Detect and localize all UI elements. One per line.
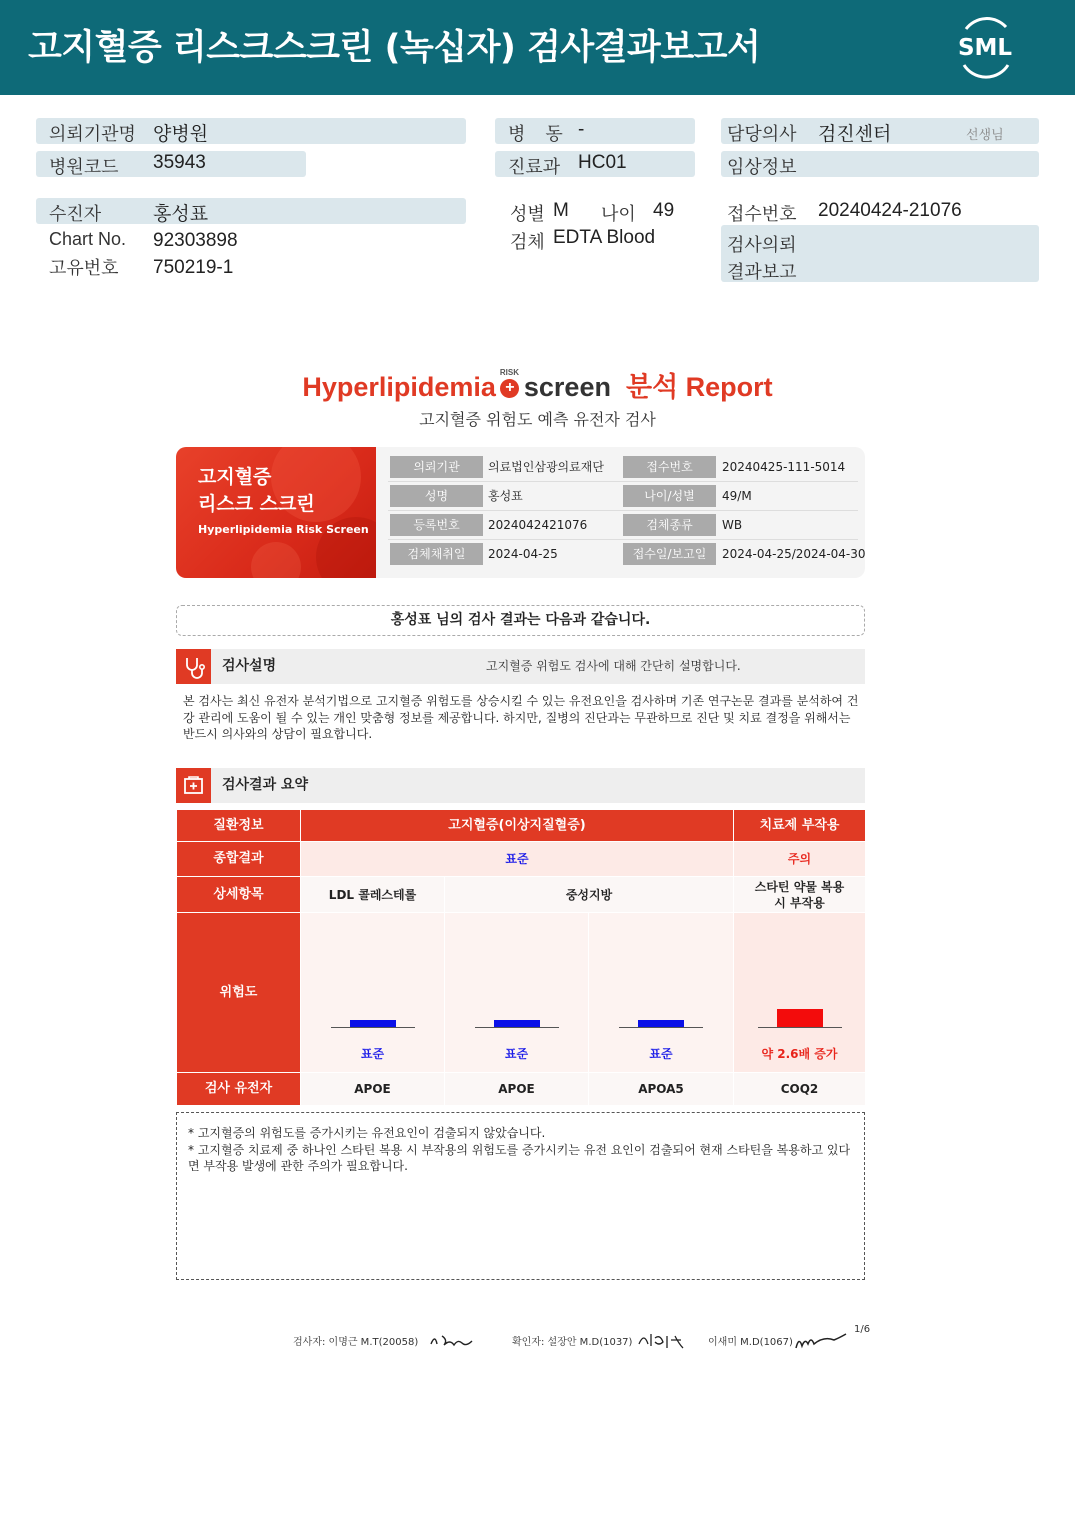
card-label-3a: 등록번호	[390, 514, 483, 536]
card-row-divider	[388, 510, 858, 511]
confirmer-signature-icon	[637, 1328, 687, 1350]
department-label: 진료과	[508, 157, 561, 177]
department-value: HC01	[578, 152, 627, 173]
risk-label: 표준	[360, 1047, 385, 1061]
gene-4: COQ2	[734, 1073, 865, 1105]
brand-screen: screen	[523, 372, 611, 402]
banner-title-line1: 고지혈증	[198, 466, 272, 488]
risk-baseline	[619, 1027, 703, 1028]
tester-signature-label: 검사자: 이명근 M.T(20058)	[293, 1337, 419, 1348]
unique-no-label: 고유번호	[49, 258, 119, 278]
doctor2-signature-icon	[794, 1330, 849, 1352]
card-row-divider	[388, 481, 858, 482]
detail-statin: 스타틴 약물 복용시 부작용	[734, 877, 865, 912]
detail-ldl: LDL 콜레스테롤	[301, 877, 444, 912]
tester-signature-icon	[428, 1330, 478, 1350]
patient-name-value: 홍성표	[153, 204, 209, 225]
hospital-code-value: 35943	[153, 152, 206, 173]
risk-bar	[350, 1020, 396, 1027]
card-label-2b: 나이/성별	[623, 485, 716, 507]
section-summary-header	[176, 768, 865, 803]
banner-title-line2: 리스크 스크린	[198, 493, 315, 515]
doctor-suffix: 선생님	[966, 127, 1004, 142]
th-hyperlipidemia: 고지혈증(이상지질혈증)	[301, 810, 733, 841]
risk-badge-text: RISK	[499, 368, 520, 377]
card-label-4b: 접수일/보고일	[623, 543, 716, 565]
risk-bar	[777, 1009, 823, 1027]
page-number: 1/6	[854, 1324, 871, 1335]
gene-2: APOE	[445, 1073, 588, 1105]
note-line-1: * 고지혈증의 위험도를 증가시키는 유전요인이 검출되지 않았습니다.	[188, 1126, 546, 1140]
detail-triglyceride: 중성지방	[445, 877, 733, 912]
description-text: 본 검사는 최신 유전자 분석기법으로 고지혈증 위험도를 상승시킬 수 있는 유전요인을 검사하며 기존 연구논문 결과를 분석하여 건강 관리에 도움이 될 수 있는 개인 맞춤형 정보를 제공합니다. 하지만, 질병의 진단과는 무관하므로 진단 및 치료 결정을 위해서는 반드시 의사와의 상담이 필요합니다.	[183, 694, 859, 741]
report-title: 고지혈증 리스크스크린 (녹십자) 검사결과보고서	[28, 28, 761, 68]
section-description-subtitle: 고지혈증 위험도 검사에 대해 간단히 설명합니다.	[486, 659, 741, 673]
card-value-4b: 2024-04-25/2024-04-30	[722, 547, 866, 561]
sml-logo-icon	[952, 15, 1018, 79]
section-description-header	[176, 649, 865, 684]
sex-label: 성별	[510, 204, 545, 224]
th-detail: 상세항목	[177, 877, 300, 912]
institution-value: 양병원	[153, 124, 209, 145]
th-overall-result: 종합결과	[177, 842, 300, 876]
card-value-2b: 49/M	[722, 489, 752, 503]
gene-3: APOA5	[589, 1073, 733, 1105]
th-gene: 검사 유전자	[177, 1073, 300, 1105]
ward-value: -	[578, 119, 585, 140]
institution-label: 의뢰기관명	[49, 124, 136, 144]
unique-no-value: 750219-1	[153, 257, 234, 278]
card-value-1b: 20240425-111-5014	[722, 460, 846, 474]
risk-label: 표준	[649, 1047, 673, 1061]
section-description-title: 검사설명	[222, 658, 277, 674]
medical-folder-icon	[176, 768, 211, 803]
overall-main-result: 표준	[301, 842, 733, 876]
card-value-2a: 홍성표	[488, 489, 523, 503]
note-line-2: * 고지혈증 치료제 중 하나인 스타틴 복용 시 부작용의 위험도를 증가시키는 유전 요인이 검출되어 현재 스타틴을 복용하고 있다면 부작용 발생에 관한 주의가 필요합니다.	[188, 1142, 851, 1173]
specimen-value: EDTA Blood	[553, 227, 656, 248]
card-value-3b: WB	[722, 518, 743, 532]
request-label: 검사의뢰	[727, 235, 797, 255]
age-value: 49	[653, 200, 675, 221]
risk-baseline	[331, 1027, 415, 1028]
report-subtitle: 고지혈증 위험도 예측 유전자 검사	[419, 410, 656, 429]
age-label: 나이	[601, 204, 636, 224]
risk-baseline	[475, 1027, 559, 1028]
report-header	[0, 0, 1075, 95]
result-intro: 홍성표 님의 검사 결과는 다음과 같습니다.	[176, 605, 865, 636]
hospital-code-label: 병원코드	[49, 157, 119, 177]
specimen-label: 검체	[510, 232, 545, 252]
sex-value: M	[553, 200, 569, 221]
patient-label: 수진자	[49, 204, 102, 224]
ward-label: 병 동	[508, 124, 563, 144]
th-side-effect: 치료제 부작용	[734, 810, 865, 841]
th-risk: 위험도	[177, 913, 300, 1072]
gene-1: APOE	[301, 1073, 444, 1105]
risk-baseline	[758, 1027, 842, 1028]
card-value-1a: 의료법인삼광의료재단	[488, 460, 604, 474]
card-value-4a: 2024-04-25	[488, 547, 558, 561]
brand-hyperlipidemia: Hyperlipidemia	[302, 372, 496, 402]
chart-no-label: Chart No.	[49, 229, 127, 249]
confirmer-signature-label: 확인자: 설장안 M.D(1037)	[512, 1337, 633, 1348]
card-row-divider	[388, 539, 858, 540]
reception-value: 20240424-21076	[818, 200, 962, 221]
doctor-value: 검진센터	[818, 124, 892, 145]
risk-label: 표준	[504, 1047, 529, 1061]
section-summary-title: 검사결과 요약	[222, 777, 309, 793]
brand-report: 분석 Report	[625, 372, 773, 402]
sml-logo-text: SML	[957, 35, 1013, 61]
overall-side-result: 주의	[734, 842, 865, 876]
report-label: 결과보고	[727, 262, 797, 282]
notes-text	[188, 1125, 858, 1175]
card-label-2a: 성명	[390, 485, 483, 507]
doctor-label: 담당의사	[727, 124, 797, 144]
reception-label: 접수번호	[727, 204, 797, 224]
card-value-3a: 2024042421076	[488, 518, 588, 532]
banner-title-en: Hyperlipidemia Risk Screen	[198, 523, 369, 536]
card-label-1a: 의뢰기관	[390, 456, 483, 478]
risk-bar	[638, 1020, 684, 1027]
clinical-label: 임상정보	[727, 157, 797, 177]
chart-no-value: 92303898	[153, 230, 238, 251]
risk-label: 약 2.6배 증가	[761, 1047, 838, 1061]
card-label-1b: 접수번호	[623, 456, 716, 478]
report-brand-title	[0, 365, 1075, 404]
card-label-4a: 검체채취일	[390, 543, 483, 565]
banner-title	[198, 464, 315, 518]
doctor2-signature-label: 이새미 M.D(1067)	[708, 1337, 793, 1348]
th-disease-info: 질환정보	[177, 810, 300, 841]
info-card-banner	[176, 447, 376, 578]
card-label-3b: 검체종류	[623, 514, 716, 536]
stethoscope-icon	[176, 649, 211, 684]
risk-plus-icon: RISK +	[499, 368, 520, 396]
risk-bar	[494, 1020, 540, 1027]
